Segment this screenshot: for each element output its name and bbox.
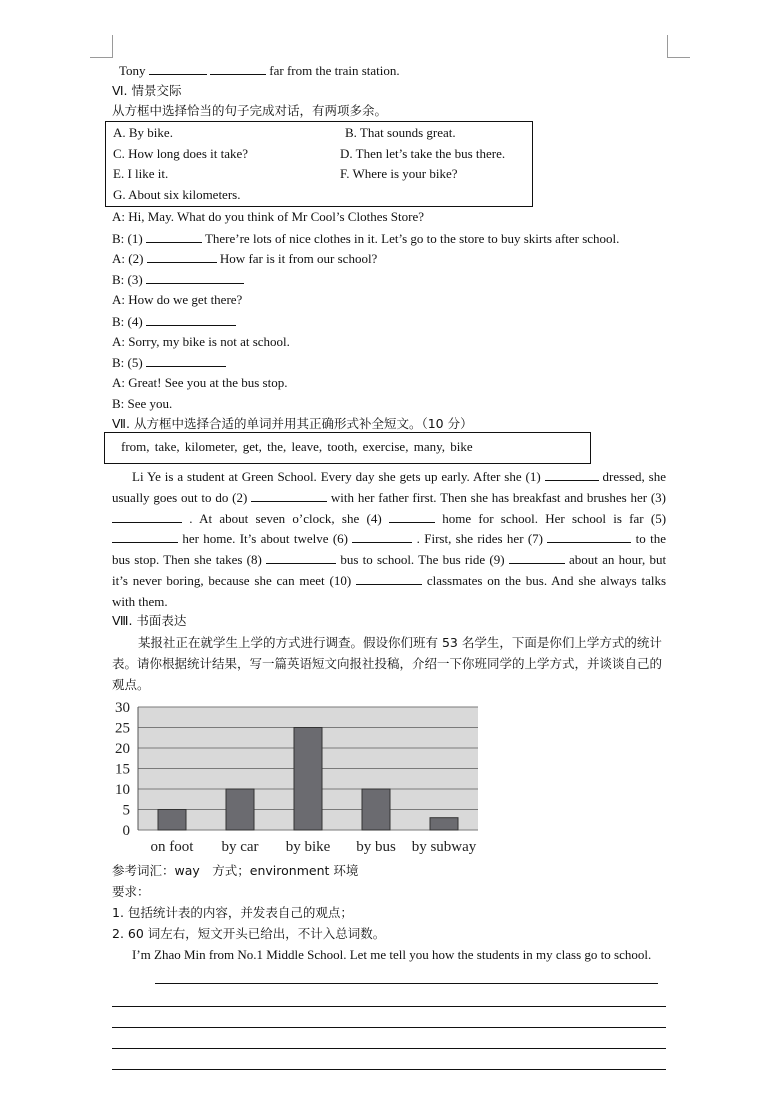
option-a: A. By bike. [113, 125, 173, 140]
answer-blank[interactable] [210, 62, 266, 75]
composition-start: I’m Zhao Min from No.1 Middle School. Let me tell you how the students in my class go to school. [132, 947, 652, 962]
requirements-title: 要求： [112, 884, 150, 899]
answer-blank[interactable] [112, 510, 182, 523]
answer-blank[interactable] [149, 62, 207, 75]
dialog-line: A: Great! See you at the bus stop. [112, 375, 288, 390]
answer-blank[interactable] [251, 489, 327, 502]
option-b: B. That sounds great. [345, 125, 456, 140]
writing-line[interactable] [112, 1027, 666, 1028]
answer-blank[interactable] [389, 510, 435, 523]
dialog-line: B: See you. [112, 396, 173, 411]
dialog-line: B: (1) There’re lots of nice clothes in it. Let’s go to the store to buy skirts after school. [112, 231, 620, 246]
dialog-line: A: Hi, May. What do you think of Mr Cool’s Clothes Store? [112, 209, 424, 224]
answer-blank[interactable] [352, 530, 412, 543]
answer-blank[interactable] [356, 572, 422, 585]
word-list: from, take, kilometer, get, the, leave, tooth, exercise, many, bike [121, 439, 473, 454]
vocab-line: 参考词汇：way 方式；environment 环境 [112, 863, 359, 878]
bar-by-bus [362, 789, 390, 830]
bar-by-car [226, 789, 254, 830]
writing-line[interactable] [112, 1006, 666, 1007]
answer-blank[interactable] [266, 551, 336, 564]
dialog-line: A: (2) How far is it from our school? [112, 251, 378, 266]
x-tick-label: by subway [411, 839, 477, 855]
section6-heading: Ⅵ. 情景交际 [112, 83, 182, 98]
requirement-2: 2. 60 词左右，短文开头已给出，不计入总词数。 [112, 926, 386, 941]
bar-by-subway [430, 818, 458, 830]
writing-line[interactable] [155, 983, 658, 984]
option-g: G. About six kilometers. [113, 187, 241, 202]
answer-blank[interactable] [547, 530, 631, 543]
answer-blank[interactable] [147, 250, 217, 263]
dialog-line: A: Sorry, my bike is not at school. [112, 334, 290, 349]
answer-blank[interactable] [146, 271, 244, 284]
y-tick-label: 15 [115, 761, 130, 778]
y-tick-label: 20 [115, 741, 130, 757]
x-tick-label: by bus [356, 839, 396, 855]
dialog-line: B: (3) [112, 271, 244, 288]
corner-mark-right [667, 35, 690, 58]
answer-blank[interactable] [146, 354, 226, 367]
answer-blank[interactable] [545, 468, 599, 481]
cloze-passage: Li Ye is a student at Green School. Every day she gets up early. After she (1) dressed, she usually goes out to do (2) with her father first. Then she has breakfast and brushes her (3) . At about seven o’clock, she (4) home for school. Her school is far (5) her home. It’s about twelve (6) . First, she rides her (7) to the bus stop. Then she takes (8) bus to school. The bus ride (9) about an hour, but it’s never boring, because she can meet (10) classmates on the bus. And she always talks with them. [112, 469, 667, 609]
transport-bar-chart [108, 700, 488, 860]
answer-blank[interactable] [146, 230, 202, 243]
y-tick-label: 30 [115, 700, 130, 716]
dialog-line: B: (4) [112, 313, 236, 330]
option-f: F. Where is your bike? [340, 166, 458, 181]
y-tick-label: 25 [115, 720, 130, 737]
x-tick-label: by car [221, 839, 259, 855]
requirement-1: 1. 包括统计表的内容，并发表自己的观点； [112, 905, 353, 920]
word-box [104, 432, 591, 464]
section8-heading: Ⅷ. 书面表达 [112, 613, 187, 628]
top-line: Tony far from the train station. [119, 63, 400, 78]
corner-mark-left [90, 35, 113, 58]
section6-instruction: 从方框中选择恰当的句子完成对话，有两项多余。 [112, 103, 388, 118]
bar-by-bike [294, 728, 322, 831]
y-tick-label: 0 [122, 823, 130, 839]
section7-heading: Ⅶ. 从方框中选择合适的单词并用其正确形式补全短文。（10 分） [112, 416, 473, 431]
answer-blank[interactable] [509, 551, 565, 564]
writing-line[interactable] [112, 1048, 666, 1049]
bar-on-foot [158, 810, 186, 831]
writing-line[interactable] [112, 1069, 666, 1070]
y-tick-label: 5 [122, 802, 130, 819]
x-tick-label: on foot [150, 839, 194, 855]
dialog-line: B: (5) [112, 354, 226, 371]
option-e: E. I like it. [113, 166, 169, 181]
x-tick-label: by bike [285, 839, 331, 855]
section8-prompt: 某报社正在就学生上学的方式进行调查。假设你们班有 53 名学生，下面是你们上学方式的统计表。请你根据统计结果，写一篇英语短文向报社投稿，介绍一下你班同学的上学方式，并谈谈自己的观点。 [112, 635, 663, 692]
dialog-line: A: How do we get there? [112, 292, 243, 307]
answer-blank[interactable] [146, 313, 236, 326]
option-c: C. How long does it take? [113, 146, 249, 161]
y-tick-label: 10 [115, 782, 130, 798]
options-box [105, 121, 533, 207]
option-d: D. Then let’s take the bus there. [340, 146, 506, 161]
answer-blank[interactable] [112, 530, 178, 543]
